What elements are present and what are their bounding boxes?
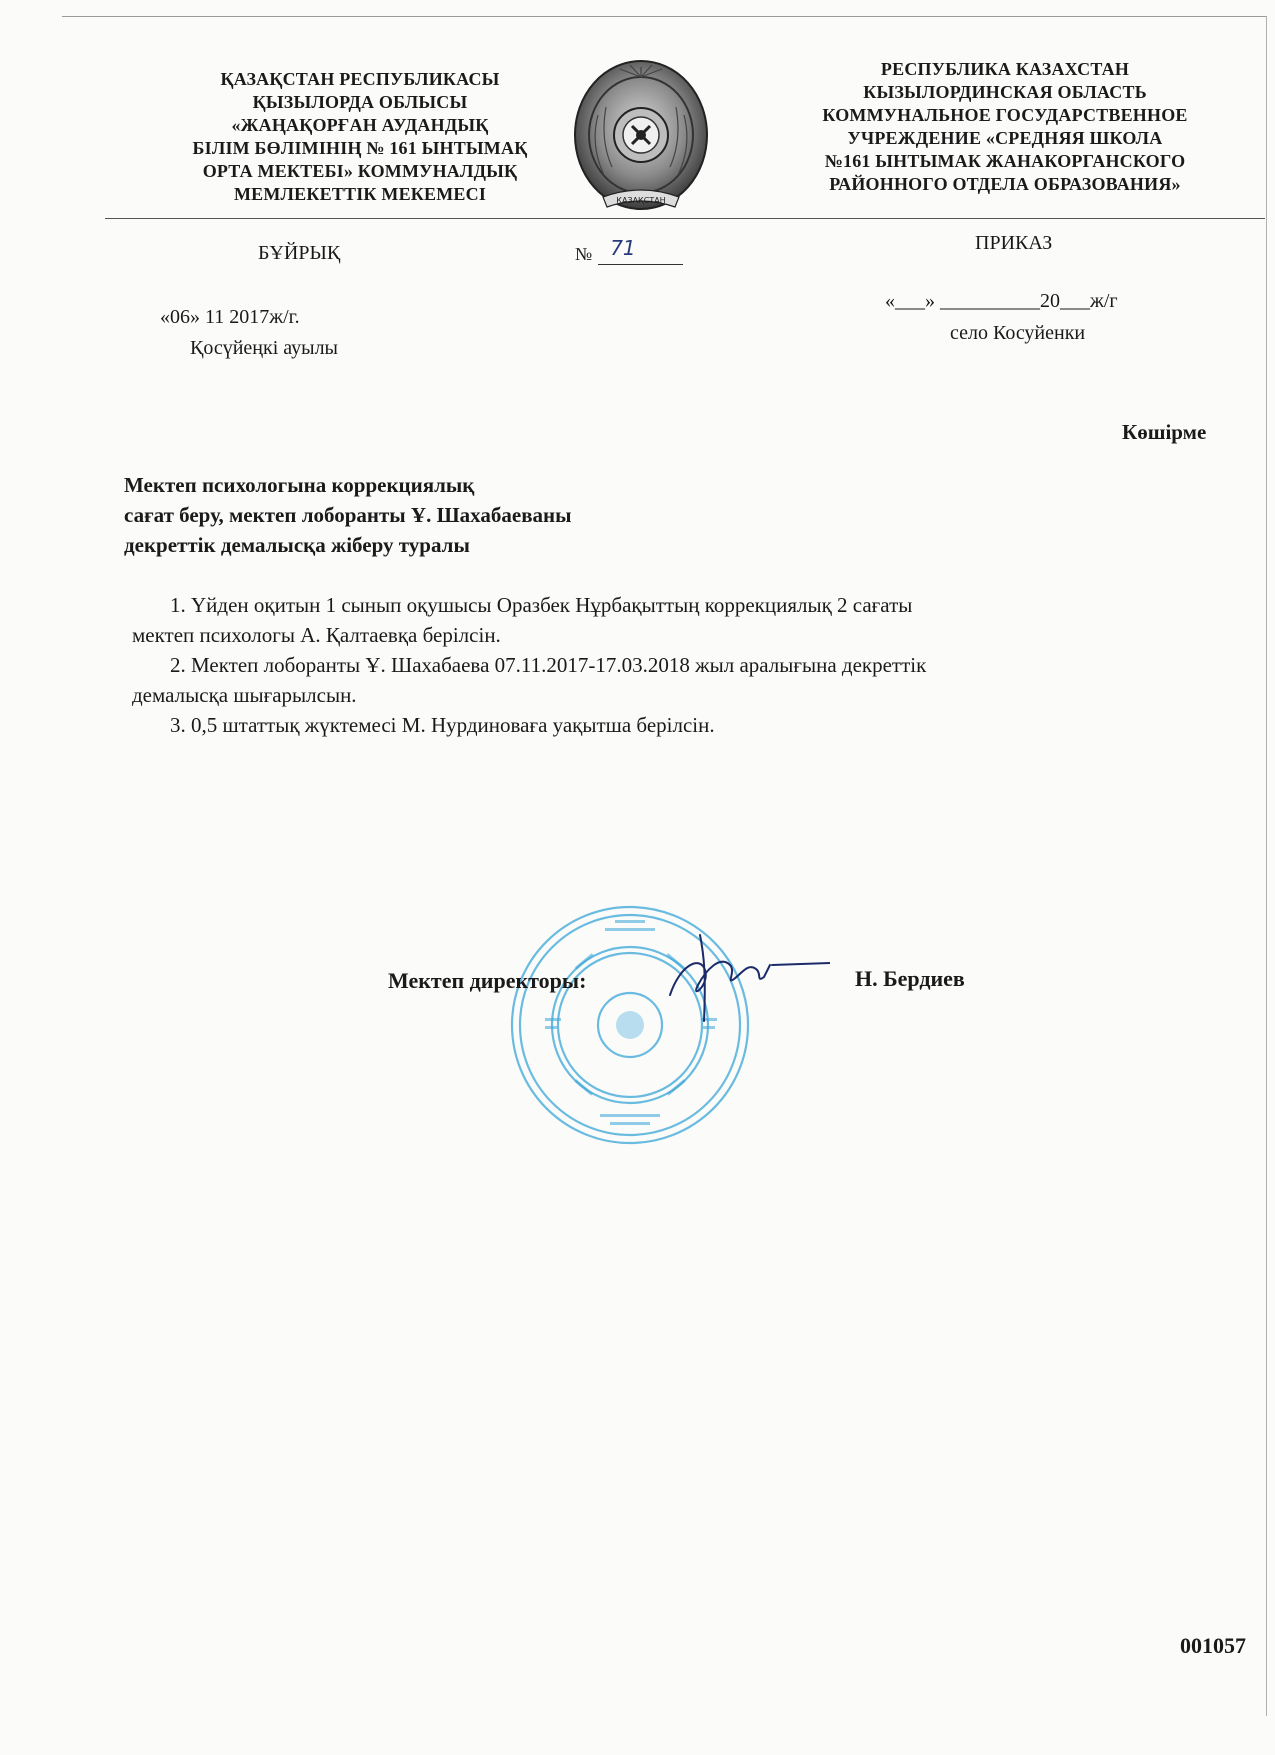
subject-line: сағат беру, мектеп лоборанты Ұ. Шахабаеваны (124, 503, 572, 527)
emblem-label: ҚАЗАҚСТАН (616, 196, 666, 205)
number-line (598, 236, 683, 265)
header-russian-line: КОММУНАЛЬНОЕ ГОСУДАРСТВЕННОЕ (822, 105, 1188, 125)
body-line: мектеп психологы А. Қалтаевқа берілсін. (132, 623, 501, 647)
order-title-kazakh: БҰЙРЫҚ (258, 242, 341, 264)
place-russian: село Косуйенки (950, 322, 1086, 344)
body-line: 3. 0,5 штаттық жүктемесі М. Нурдиноваға уақытша берілсін. (170, 713, 715, 737)
number-handwritten: 71 (610, 236, 636, 260)
header-divider (105, 218, 1265, 219)
header-kazakh-line: ҚАЗАҚСТАН РЕСПУБЛИКАСЫ (220, 69, 500, 89)
document-serial-number: 001057 (1180, 1633, 1246, 1658)
body-line: 2. Мектеп лоборанты Ұ. Шахабаева 07.11.2017-17.03.2018 жыл аралығына декреттік (170, 653, 927, 677)
order-title-russian: ПРИКАЗ (975, 232, 1053, 254)
place-kazakh: Қосүйеңкі ауылы (190, 337, 338, 359)
header-kazakh-line: БІЛІМ БӨЛІМІНІҢ № 161 ЫНТЫМАҚ (192, 138, 528, 158)
header-russian-line: КЫЗЫЛОРДИНСКАЯ ОБЛАСТЬ (863, 82, 1147, 102)
subject-line: декреттік демалысқа жіберу туралы (124, 533, 470, 557)
state-emblem-icon (570, 55, 712, 223)
header-kazakh (140, 68, 580, 206)
header-kazakh-line: ҚЫЗЫЛОРДА ОБЛЫСЫ (252, 92, 468, 112)
director-title: Мектеп директоры: (388, 968, 587, 993)
number-prefix: № (575, 244, 593, 264)
header-russian (780, 58, 1230, 196)
scan-edge-right (1266, 16, 1267, 1716)
order-subject (124, 470, 572, 560)
date-russian: «___» __________20___ж/г (885, 290, 1118, 312)
body-line: демалысқа шығарылсын. (132, 683, 357, 707)
director-signature-icon (660, 925, 830, 1025)
header-russian-line: РЕСПУБЛИКА КАЗАХСТАН (880, 59, 1130, 79)
date-kazakh: «06» 11 2017ж/г. (160, 306, 300, 328)
director-name: Н. Бердиев (855, 966, 965, 991)
header-kazakh-line: ОРТА МЕКТЕБІ» КОММУНАЛДЫҚ (202, 161, 518, 181)
scan-edge-top (62, 16, 1267, 17)
subject-line: Мектеп психологына коррекциялық (124, 473, 475, 497)
order-body (132, 590, 1242, 740)
copy-mark: Көшірме (1122, 420, 1207, 444)
header-russian-line: №161 ЫНТЫМАК ЖАНАКОРГАНСКОГО (824, 151, 1186, 171)
header-russian-line: УЧРЕЖДЕНИЕ «СРЕДНЯЯ ШКОЛА (847, 128, 1163, 148)
header-kazakh-line: «ЖАҢАҚОРҒАН АУДАНДЫҚ (231, 115, 489, 135)
order-number (575, 236, 683, 265)
header-kazakh-line: МЕМЛЕКЕТТІК МЕКЕМЕСІ (233, 184, 487, 204)
header-russian-line: РАЙОННОГО ОТДЕЛА ОБРАЗОВАНИЯ» (829, 174, 1181, 194)
body-line: 1. Үйден оқитын 1 сынып оқушысы Оразбек Нұрбақыттың коррекциялық 2 сағаты (170, 593, 913, 617)
